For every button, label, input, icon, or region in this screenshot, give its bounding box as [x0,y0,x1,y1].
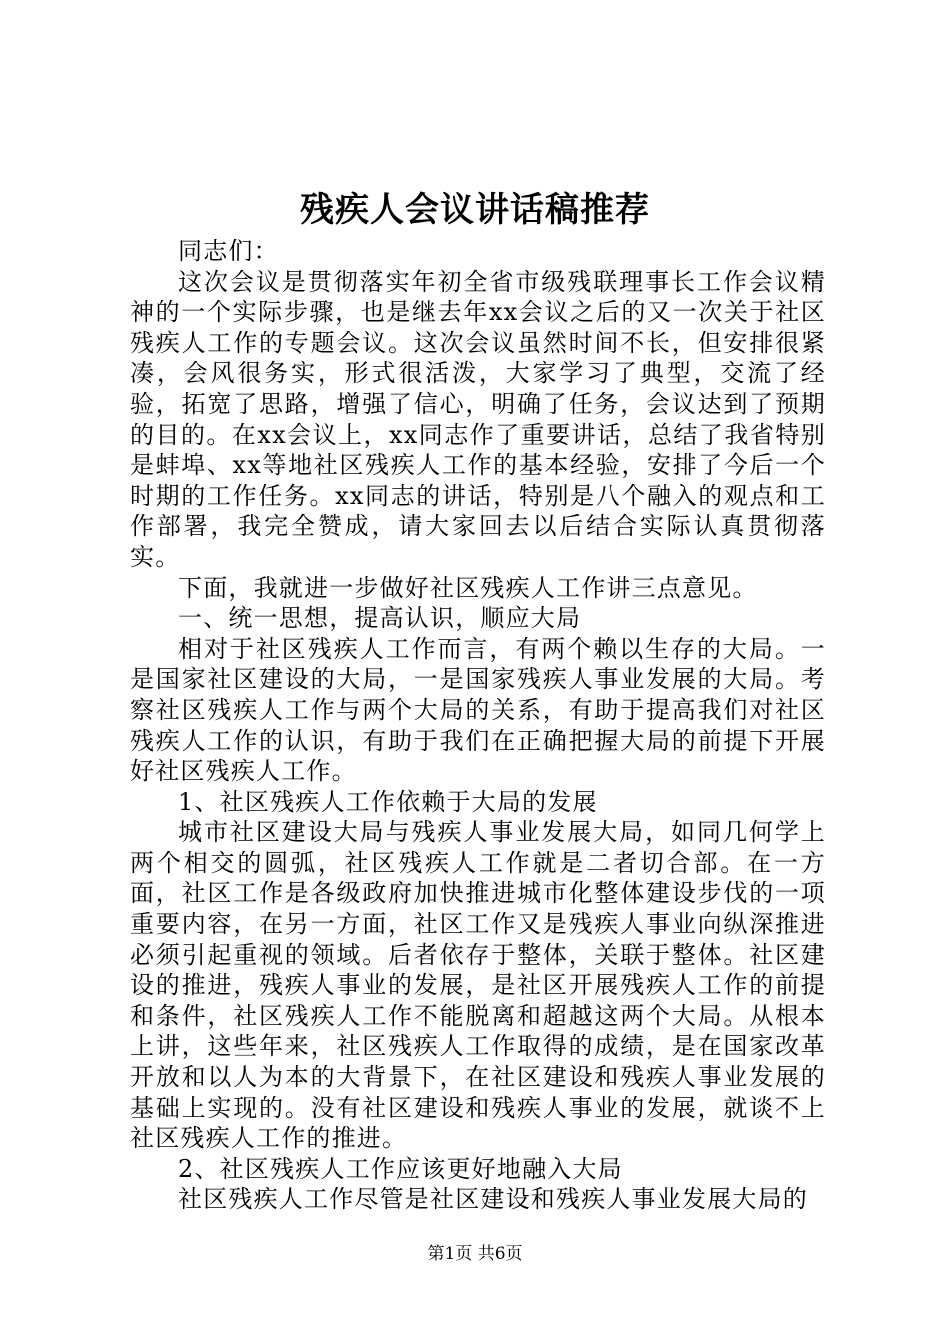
subheading-1: 1、社区残疾人工作依赖于大局的发展 [178,787,598,816]
paragraph-section-1: 相对于社区残疾人工作而言，有两个赖以生存的大局。一是国家社区建设的大局，一是国家残疾人事业发展的大局。考察社区残疾人工作与两个大局的关系，有助于提高我们对社区残疾人工作的认识，有助于我们在正确把握大局的前提下开展好社区残疾人工作。 [130,634,826,786]
section-heading-1: 一、统一思想，提高认识，顺应大局 [178,604,582,633]
paragraph-subsection-2: 社区残疾人工作尽管是社区建设和残疾人事业发展大局的 [178,1185,808,1214]
paragraph-intro: 这次会议是贯彻落实年初全省市级残联理事长工作会议精神的一个实际步骤，也是继去年xx会议之后的又一次关于社区残疾人工作的专题会议。这次会议虽然时间不长，但安排很紧凑，会风很务实，形式很活泼，大家学习了典型，交流了经验，拓宽了思路，增强了信心，明确了任务，会议达到了预期的目的。在xx会议上，xx同志作了重要讲话，总结了我省特别是蚌埠、xx等地社区残疾人工作的基本经验，安排了今后一个时期的工作任务。xx同志的讲话，特别是八个融入的观点和工作部署，我完全赞成，请大家回去以后结合实际认真贯彻落实。 [130,267,826,571]
subheading-2: 2、社区残疾人工作应该更好地融入大局 [178,1154,623,1183]
document-body [130,236,826,1215]
document-title: 残疾人会议讲话稿推荐 [300,190,650,230]
paragraph-transition: 下面，我就进一步做好社区残疾人工作讲三点意见。 [178,573,758,602]
paragraph-salutation: 同志们： [178,237,279,265]
page-number-footer: 第1页 共6页 [427,1244,523,1264]
paragraph-subsection-1: 城市社区建设大局与残疾人事业发展大局，如同几何学上两个相交的圆弧，社区残疾人工作就是二者切合部。在一方面，社区工作是各级政府加快推进城市化整体建设步伐的一项重要内容，在另一方面，社区工作又是残疾人事业向纵深推进必须引起重视的领域。后者依存于整体，关联于整体。社区建设的推进，残疾人事业的发展，是社区开展残疾人工作的前提和条件，社区残疾人工作不能脱离和超越这两个大局。从根本上讲，这些年来，社区残疾人工作取得的成绩，是在国家改革开放和以人为本的大背景下，在社区建设和残疾人事业发展的基础上实现的。没有社区建设和残疾人事业的发展，就谈不上社区残疾人工作的推进。 [130,818,826,1153]
